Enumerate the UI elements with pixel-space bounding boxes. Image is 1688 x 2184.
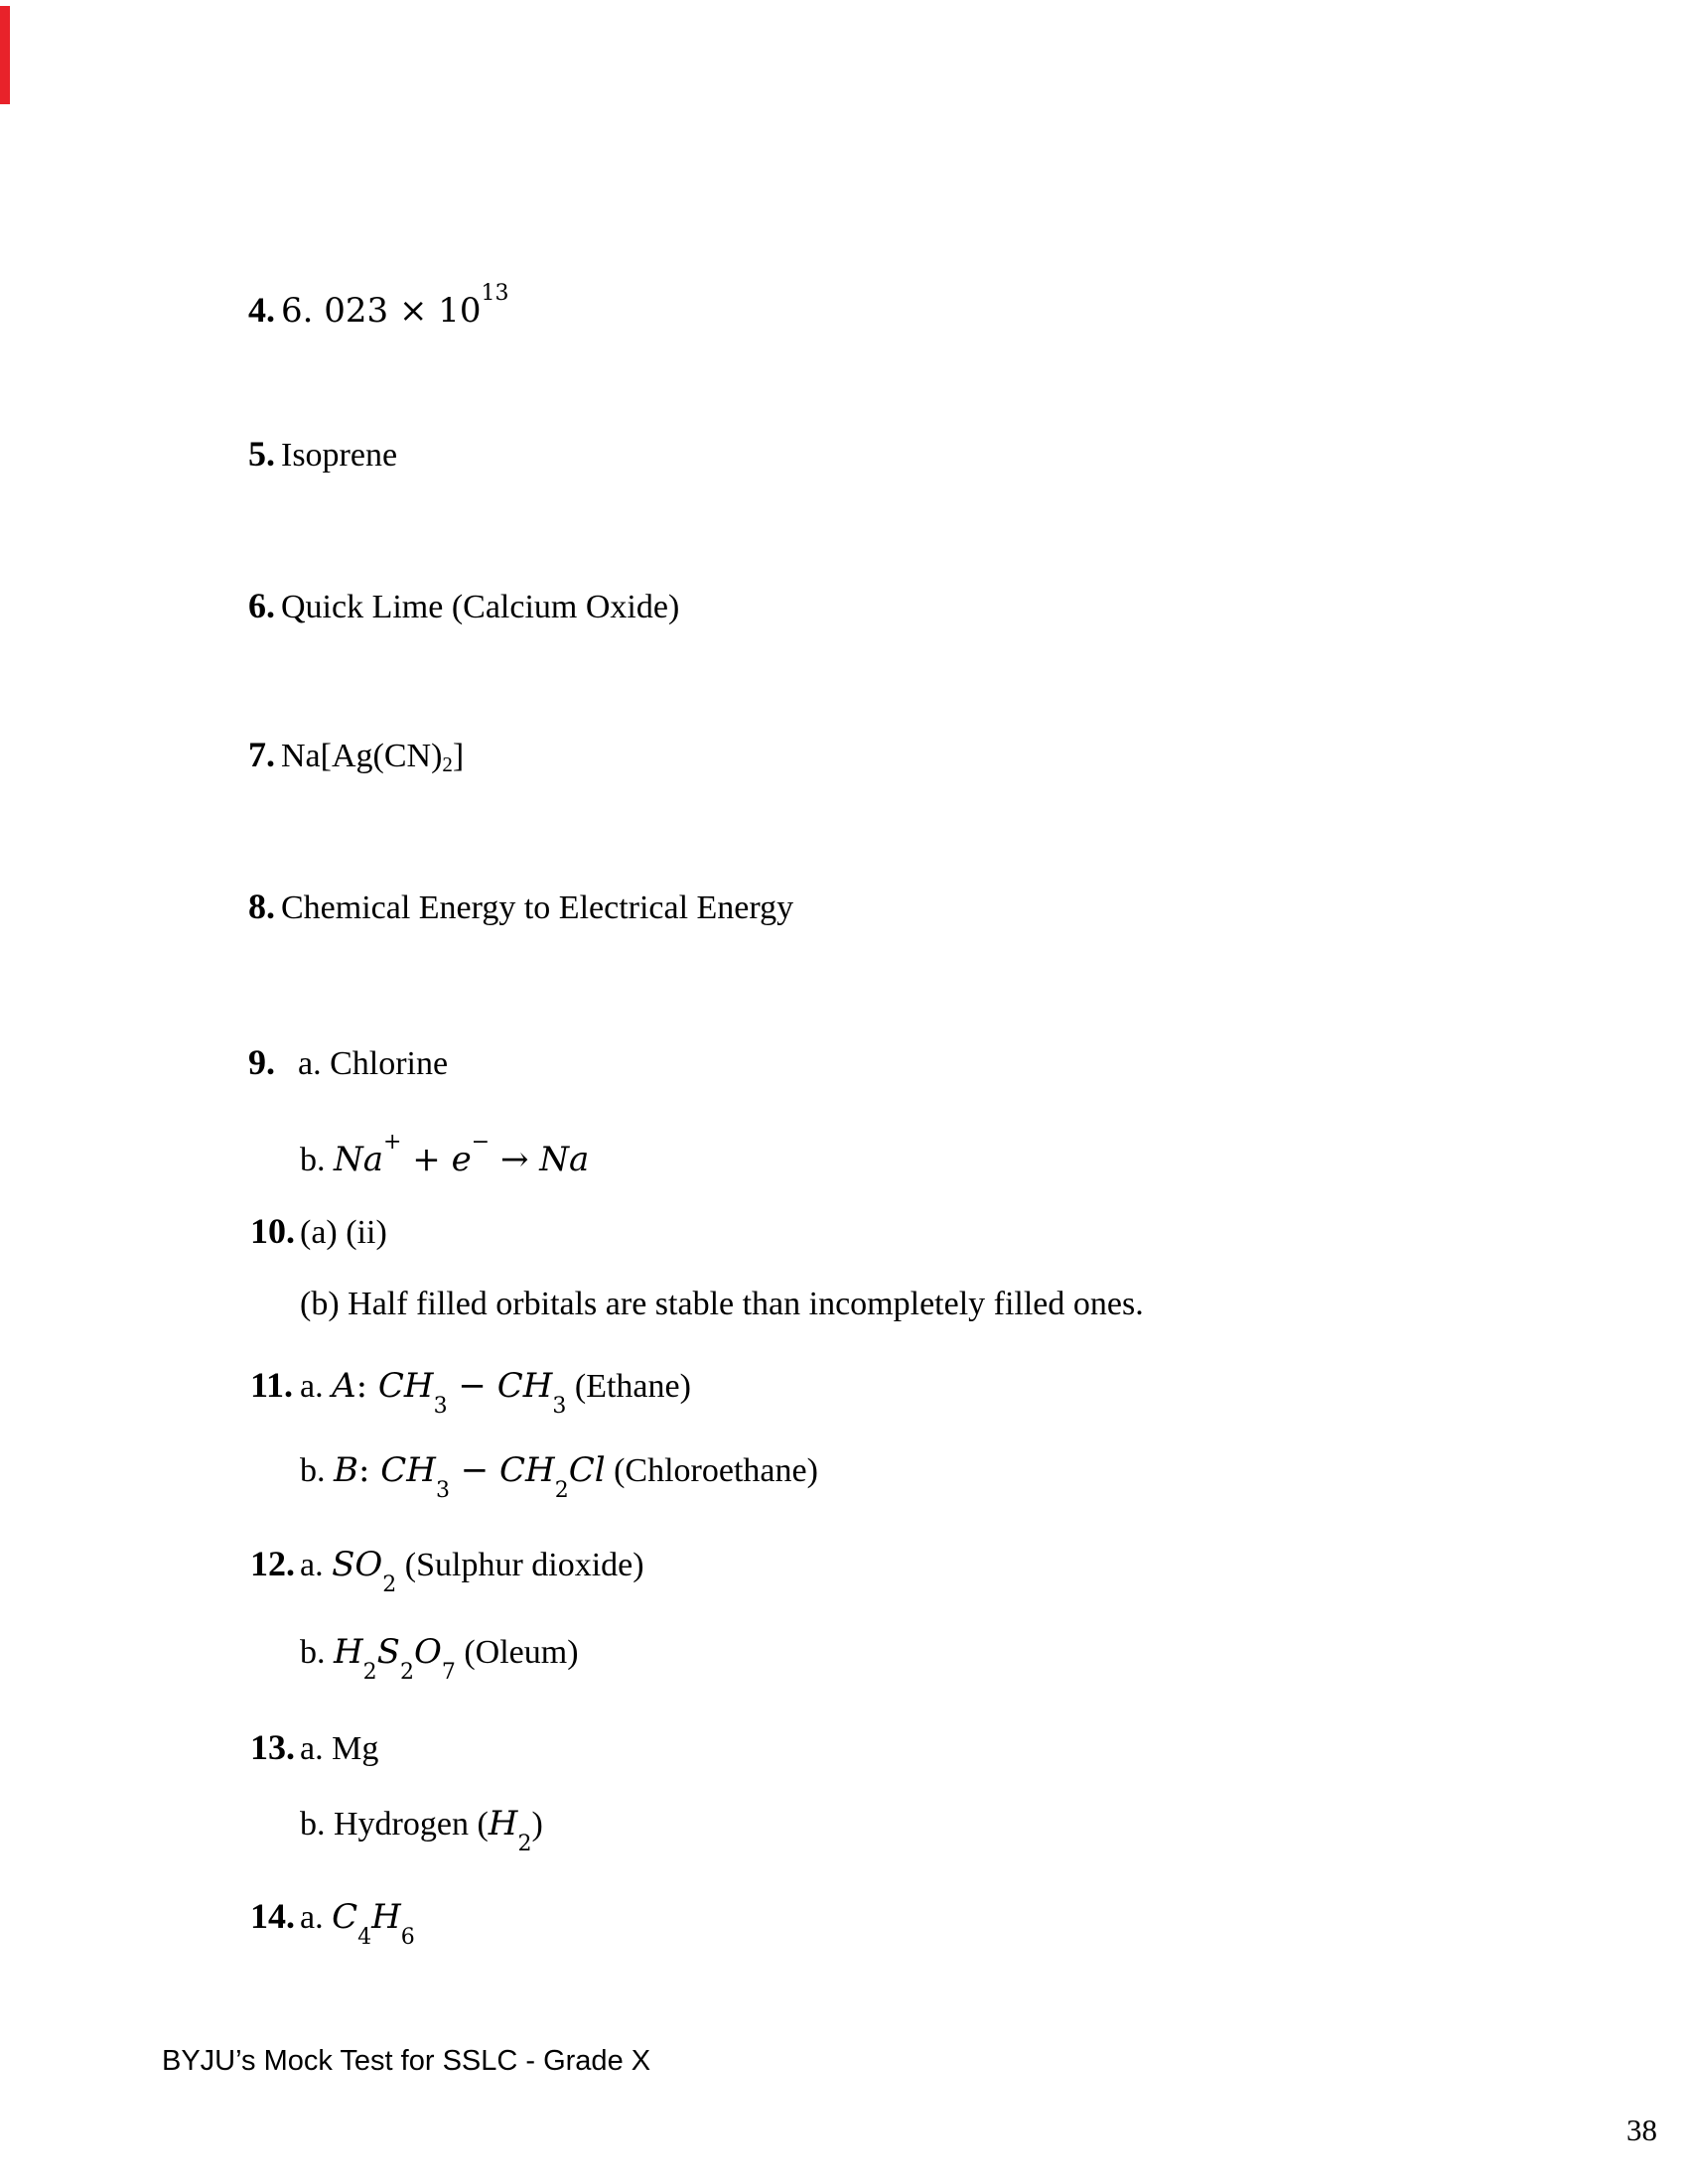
text-run: CH xyxy=(377,1366,434,1406)
answer-number: 9. xyxy=(248,1042,275,1082)
text-run: a. Mg xyxy=(300,1730,379,1767)
text-run: b. xyxy=(300,1452,334,1489)
answer-number: 13. xyxy=(250,1727,295,1767)
answer-number: 6. xyxy=(248,586,275,625)
text-run: Na xyxy=(334,1140,384,1179)
text-run: ) xyxy=(531,1806,543,1843)
subscript: 2 xyxy=(382,1572,397,1597)
answer-4 xyxy=(248,283,509,329)
text-run: (Ethane) xyxy=(566,1368,691,1405)
answer-11b xyxy=(300,1450,818,1503)
subscript: 6 xyxy=(400,1925,415,1950)
answer-9b xyxy=(300,1132,589,1177)
text-run: Na[Ag(CN) xyxy=(281,738,443,774)
text-run: CH xyxy=(499,1450,555,1490)
text-run: H xyxy=(488,1804,518,1843)
text-run: H xyxy=(371,1897,401,1937)
answer-number: 5. xyxy=(248,434,275,474)
text-run: e xyxy=(451,1140,472,1179)
answer-number: 7. xyxy=(248,735,275,774)
text-run: b. xyxy=(300,1634,334,1671)
subscript: 7 xyxy=(441,1660,456,1685)
answer-number: 4. xyxy=(248,290,275,330)
text-run: H xyxy=(334,1632,363,1672)
text-run: a. xyxy=(300,1368,333,1405)
text-run: → xyxy=(490,1140,540,1179)
answer-10b xyxy=(300,1288,1144,1321)
text-run: : xyxy=(355,1366,378,1406)
answer-8 xyxy=(248,888,793,925)
subscript: 2 xyxy=(442,752,453,776)
answer-12a xyxy=(250,1546,644,1596)
text-run: − xyxy=(447,1366,497,1406)
text-run: + xyxy=(401,1140,452,1179)
text-run: Chemical Energy to Electrical Energy xyxy=(281,889,794,926)
answer-13b xyxy=(300,1804,543,1856)
subscript: 3 xyxy=(433,1394,448,1419)
text-run: Quick Lime (Calcium Oxide) xyxy=(281,589,680,625)
subscript: 2 xyxy=(399,1660,414,1685)
text-run: (Oleum) xyxy=(455,1634,579,1671)
text-run: a. xyxy=(300,1899,333,1936)
text-run: (b) Half filled orbitals are stable than incompletely filled ones. xyxy=(300,1286,1144,1322)
text-run: ] xyxy=(452,738,465,774)
subscript: 2 xyxy=(554,1478,569,1503)
text-run: : xyxy=(358,1450,381,1490)
superscript: + xyxy=(383,1130,402,1155)
text-run: Isoprene xyxy=(281,437,398,474)
answer-9a xyxy=(248,1044,448,1081)
answer-14a xyxy=(250,1898,415,1949)
text-run: CH xyxy=(496,1366,553,1406)
answer-5 xyxy=(248,436,397,473)
text-run: 6. 023 × 10 xyxy=(281,291,482,331)
footer-text: BYJU’s Mock Test for SSLC - Grade X xyxy=(162,2045,651,2077)
subscript: 2 xyxy=(517,1832,532,1856)
text-run: A xyxy=(332,1366,356,1406)
text-run: CH xyxy=(380,1450,436,1490)
text-run: − xyxy=(449,1450,500,1490)
answer-number: 10. xyxy=(250,1211,295,1251)
text-run: B xyxy=(334,1450,358,1490)
text-run: O xyxy=(413,1632,442,1672)
subscript: 2 xyxy=(362,1660,377,1685)
text-run: (Sulphur dioxide) xyxy=(396,1547,644,1583)
superscript: 13 xyxy=(481,281,509,306)
text-run: a. xyxy=(300,1547,333,1583)
text-cursor-mark xyxy=(0,6,10,104)
answer-10a xyxy=(250,1213,387,1250)
answer-number: 11. xyxy=(250,1365,294,1405)
answer-6 xyxy=(248,588,679,624)
answer-12b xyxy=(300,1632,579,1685)
text-run: S xyxy=(376,1632,400,1672)
subscript: 3 xyxy=(435,1478,450,1503)
subscript: 4 xyxy=(357,1925,372,1950)
superscript: − xyxy=(471,1130,491,1155)
answer-13a xyxy=(250,1729,378,1766)
answer-11a xyxy=(250,1367,691,1418)
text-run: C xyxy=(332,1897,358,1937)
page-number: 38 xyxy=(1626,2113,1657,2147)
answer-number: 14. xyxy=(250,1896,295,1936)
text-run: Na xyxy=(539,1140,590,1179)
text-run: SO xyxy=(332,1545,383,1584)
text-run: a. Chlorine xyxy=(298,1045,449,1082)
text-run: Cl xyxy=(568,1450,606,1490)
answer-number: 12. xyxy=(250,1544,295,1583)
text-run: b. Hydrogen ( xyxy=(300,1806,489,1843)
answer-7 xyxy=(248,737,464,775)
answer-number: 8. xyxy=(248,887,275,926)
text-run: (a) (ii) xyxy=(300,1214,387,1251)
subscript: 3 xyxy=(552,1394,567,1419)
text-run: (Chloroethane) xyxy=(605,1452,818,1489)
text-run: b. xyxy=(300,1142,334,1178)
